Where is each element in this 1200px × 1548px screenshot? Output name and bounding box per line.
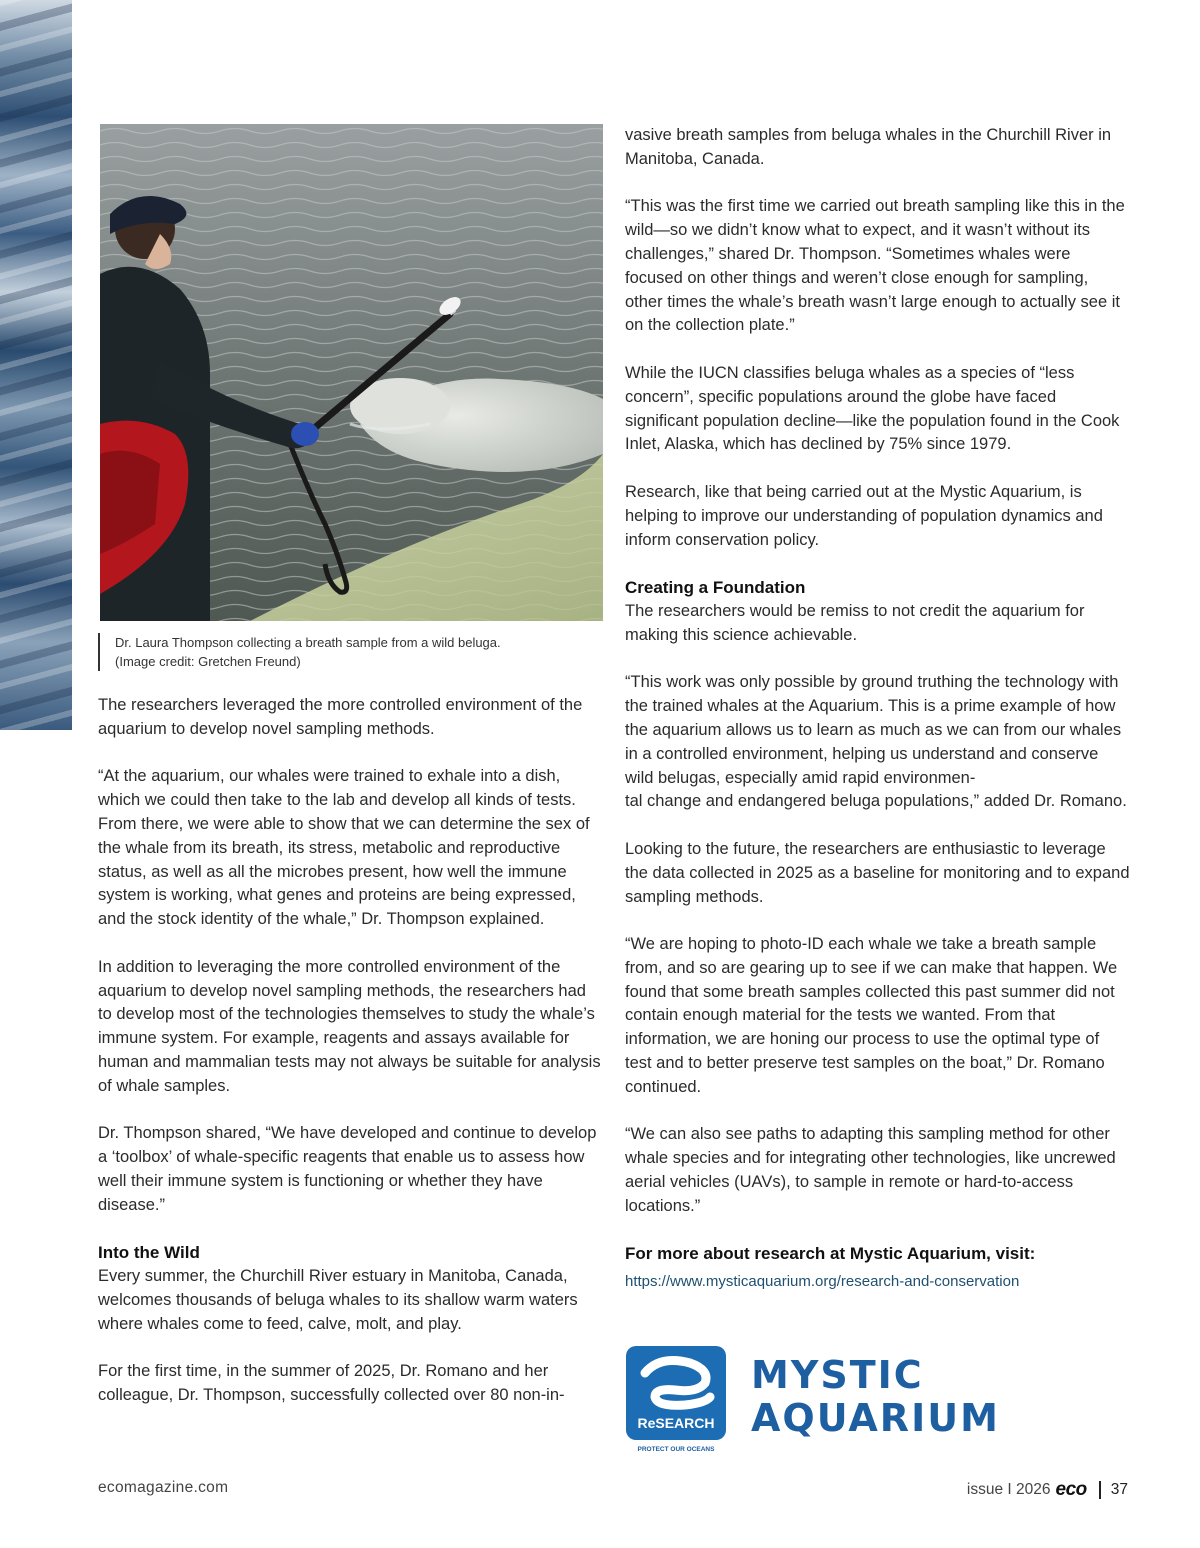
paragraph: The researchers leveraged the more controlled environment of the aquarium to develop novel sampling methods.: [98, 696, 583, 738]
paragraph: “At the aquarium, our whales were trained to exhale into a dish, which we could then take to the lab and develop all kinds of tests. From there, we were able to show that we can determine the sex of the whale from its breath, its stress, metabolic and reproductive status, as well as all the microbes present, how well the immune system is working, what genes and proteins are being expressed, and the stock identity of the whale,” Dr. Thompson explained.: [98, 767, 590, 929]
issue-label: issue I 2026: [966, 1481, 1051, 1498]
footer-site: ecomagazine.com: [98, 1479, 229, 1496]
logo-name-line2: AQUARIUM: [751, 1396, 1000, 1440]
paragraph: Research, like that being carried out at the Mystic Aquarium, is helping to improve our understanding of population dynamics and inform conservation policy.: [625, 482, 1103, 549]
page-number: 37: [1110, 1481, 1128, 1498]
paragraph: Every summer, the Churchill River estuary in Manitoba, Canada, welcomes thousands of beluga whales to its shallow warm waters where whales come to feed, calve, molt, and play.: [98, 1267, 578, 1333]
research-link[interactable]: https://www.mysticaquarium.org/research-and-conservation: [625, 1273, 1020, 1291]
research-badge-text: ReSEARCH: [637, 1415, 715, 1431]
paragraph: “We can also see paths to adapting this sampling method for other whale species and for integrating other technologies, like uncrewed aerial vehicles (UAVs), to sample in remote or hard-to-access locations.”: [625, 1125, 1116, 1215]
mystic-aquarium-logo: [625, 1345, 1000, 1455]
paragraph: “We are hoping to photo-ID each whale we take a breath sample from, and so are gearing up to see if we can make that happen. We found that some breath samples collected this past summer did not contain enough material for the tests we wanted. From that information, we are honing our process to use the optimal type of test and to better preserve test samples on the boat,” Dr. Romano continued.: [625, 935, 1118, 1096]
logo-name-line1: MYSTIC: [751, 1353, 924, 1397]
paragraph: vasive breath samples from beluga whales in the Churchill River in Manitoba, Canada.: [625, 126, 1112, 168]
paragraph: In addition to leveraging the more controlled environment of the aquarium to develop novel sampling methods, the researchers had to develop most of the technologies themselves to study the whale’s immune system. For example, reagents and assays available for human and mammalian tests may not always be suitable for analysis of whale samples.: [98, 957, 601, 1095]
footer-divider: [1099, 1481, 1101, 1499]
paragraph: For the first time, in the summer of 2025, Dr. Romano and her colleague, Dr. Thompson, successfully collected over 80 non-in-: [98, 1362, 565, 1405]
paragraph: Looking to the future, the researchers are enthusiastic to leverage the data collected in 2025 as a baseline for monitoring and to expand sampling methods.: [625, 839, 1130, 906]
paragraph: Dr. Thompson shared, “We have developed and continue to develop a ‘toolbox’ of whale-specific reagents that enable us to assess how well their immune system is functioning or whether they have disease.”: [98, 1124, 597, 1214]
photo-caption: Dr. Laura Thompson collecting a breath sample from a wild beluga. (Image credit: Gretchen Freund): [98, 633, 535, 671]
right-column: [625, 124, 1130, 1293]
footer-issue: [967, 1479, 1128, 1501]
paragraph: “This was the first time we carried out breath sampling like this in the wild—so we didn’t know what to expect, and it wasn’t without its challenges,” shared Dr. Thompson. “Sometimes whales were focused on other things and weren’t close enough for sampling, other times the whale’s breath wasn’t large enough to actually see it on the collection plate.”: [625, 197, 1125, 335]
left-column: [98, 694, 603, 1432]
section-heading-into-the-wild: Into the Wild: [98, 1243, 200, 1263]
paragraph: The researchers would be remiss to not credit the aquarium for making this science achievable.: [625, 601, 1085, 644]
logo-tagline: PROTECT OUR OCEANS: [637, 1446, 715, 1453]
eco-brand: eco: [1055, 1479, 1087, 1500]
paragraph: “This work was only possible by ground truthing the technology with the trained whales at the Aquarium. This is a prime example of how the aquarium allows us to learn as much as we can from our whales in a controlled environment, helping us understand and conserve wild belugas, especially amid rapid environmen- tal change and endangered beluga populations,” added Dr. Romano.: [625, 673, 1127, 811]
section-heading-creating-a-foundation: Creating a Foundation: [625, 578, 806, 598]
beluga-photo: [100, 124, 603, 621]
cta-heading: For more about research at Mystic Aquarium, visit:: [625, 1244, 1036, 1264]
paragraph: While the IUCN classifies beluga whales as a species of “less concern”, specific populations around the globe have faced significant population decline—like the population found in the Cook Inlet, Alaska, which has declined by 75% since 1979.: [625, 363, 1120, 454]
decorative-water-strip: [0, 0, 72, 730]
